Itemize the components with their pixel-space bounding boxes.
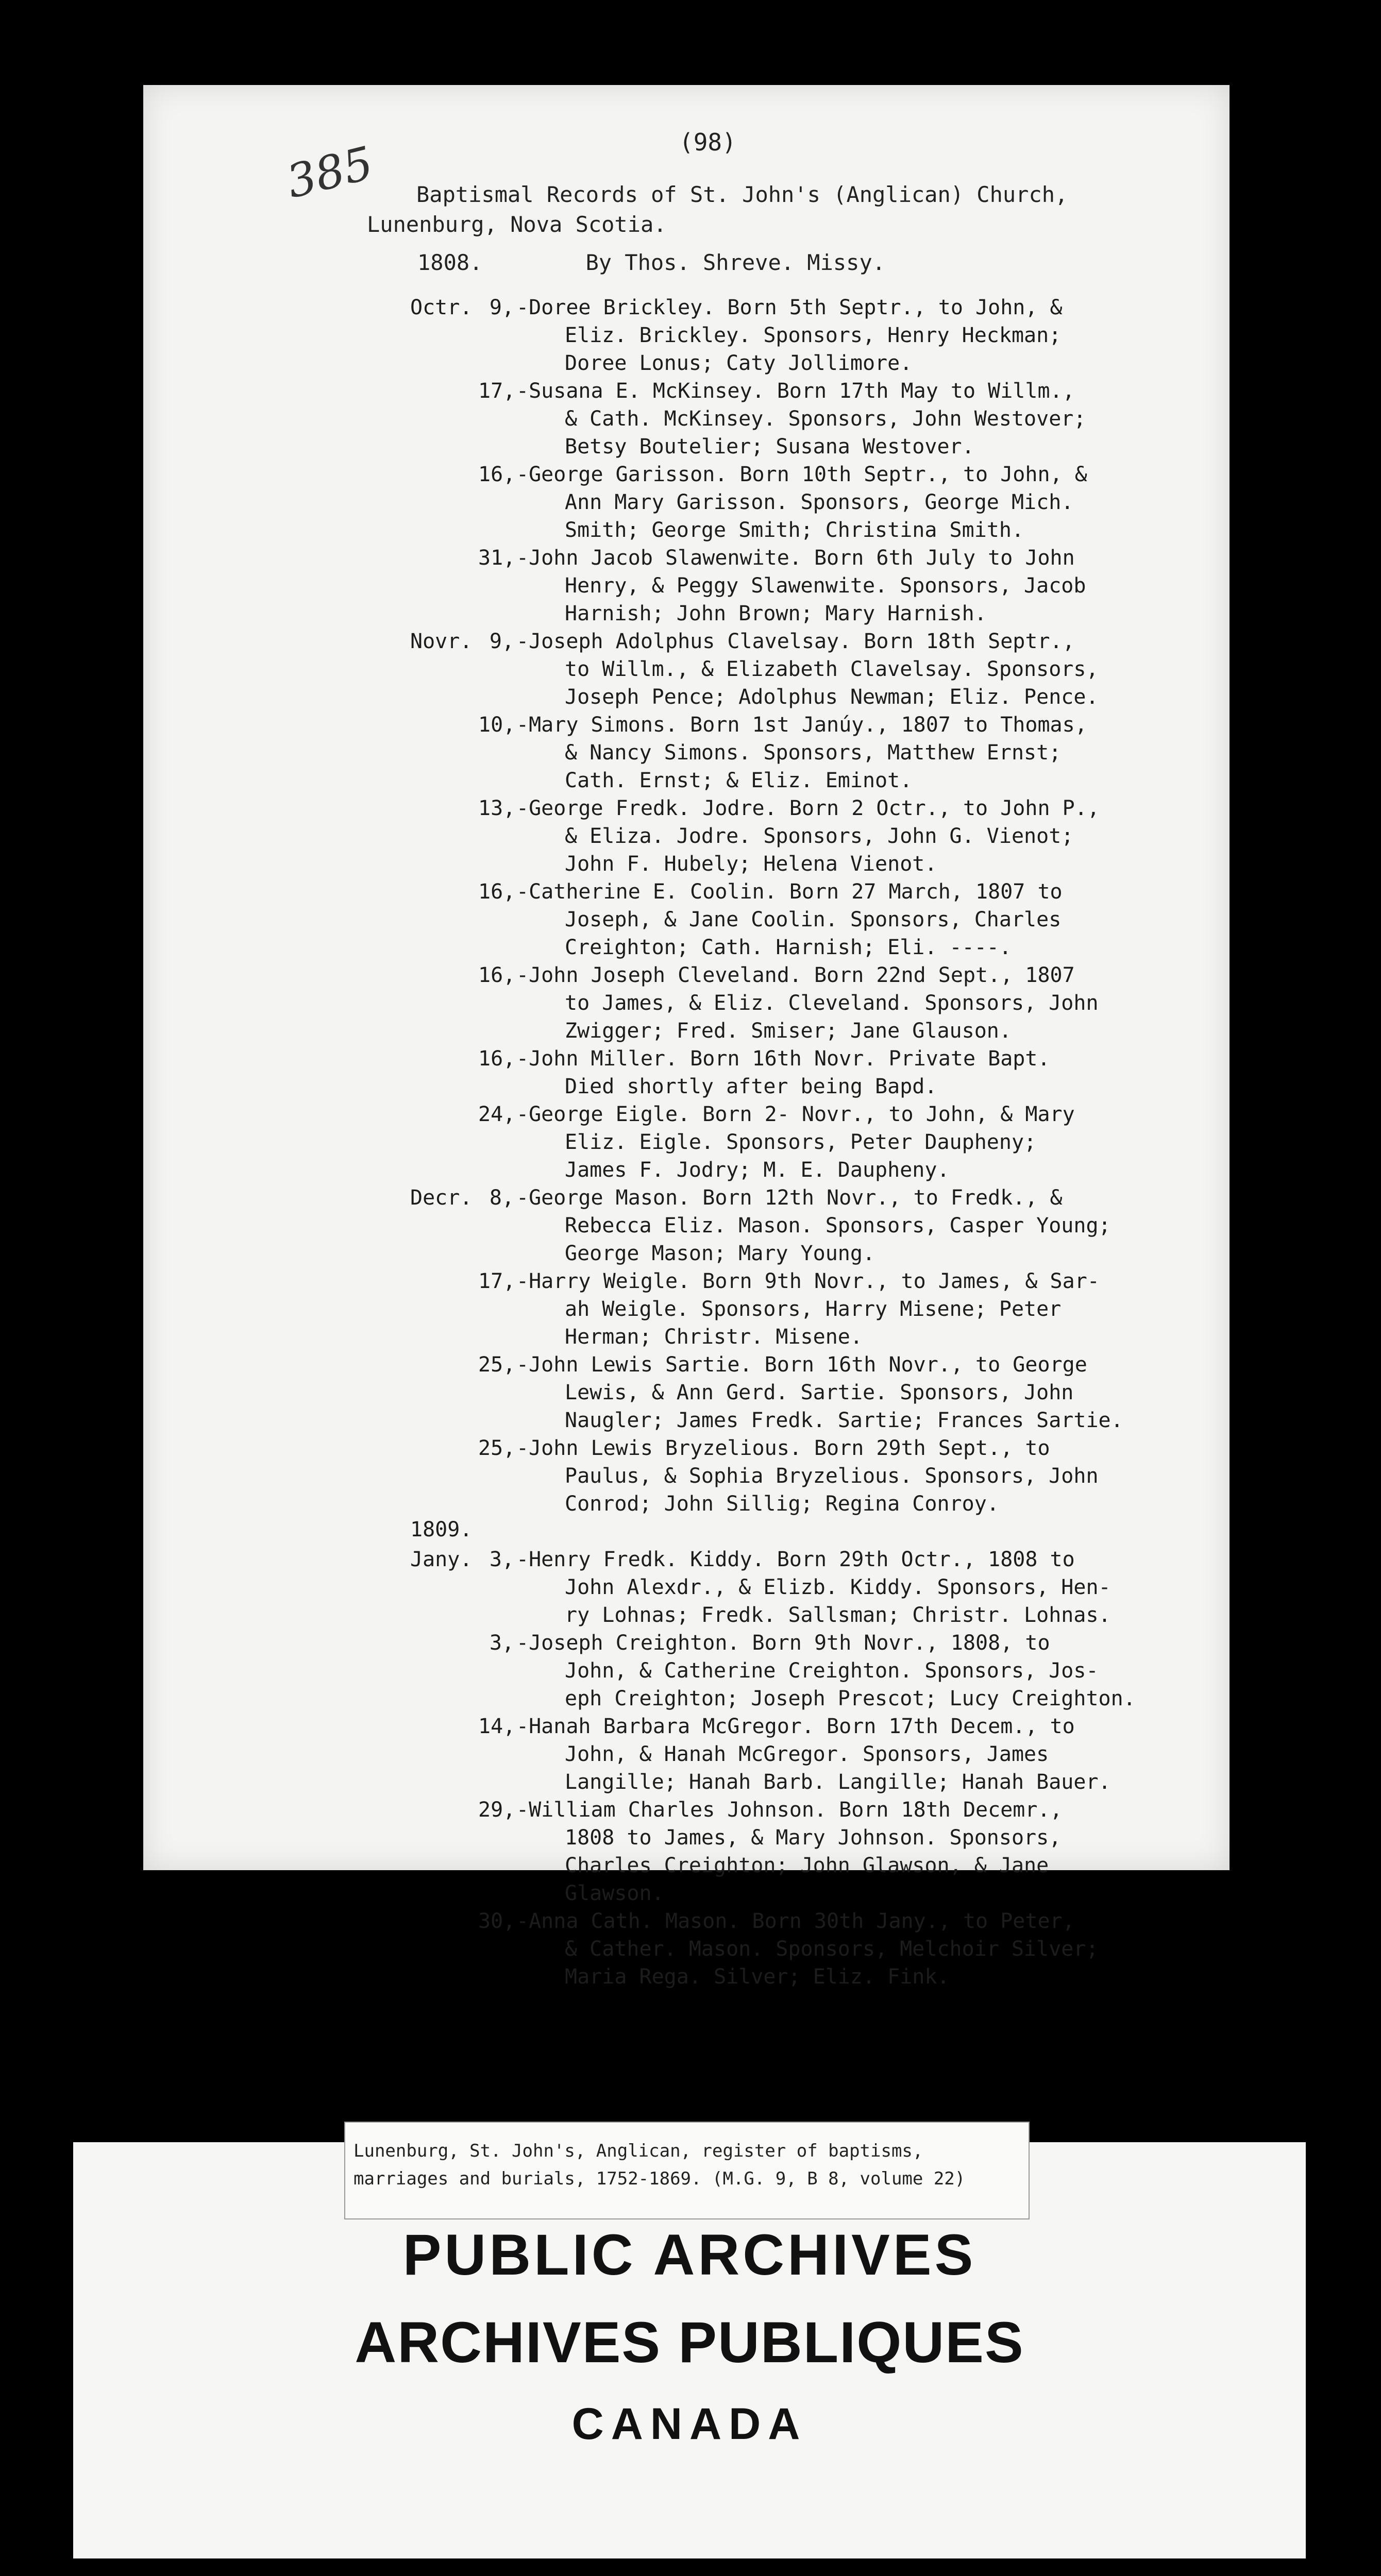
entry-line: Eliz. Brickley. Sponsors, Henry Heckman;: [565, 324, 1062, 347]
entry-line: John, & Hanah McGregor. Sponsors, James: [565, 1742, 1049, 1766]
entry-line: Eliz. Eigle. Sponsors, Peter Daupheny;: [565, 1130, 1037, 1154]
entry-line: to Willm., & Elizabeth Clavelsay. Sponsors,: [565, 657, 1099, 681]
entry-line: -John Miller. Born 16th Novr. Private Bapt.: [516, 1047, 1050, 1071]
entry-line: & Nancy Simons. Sponsors, Matthew Ernst;: [565, 741, 1062, 765]
entry-line: -Hanah Barbara McGregor. Born 17th Decem., to: [516, 1715, 1075, 1738]
record-author: By Thos. Shreve. Missy.: [585, 250, 886, 275]
entry-line: & Eliza. Jodre. Sponsors, John G. Vienot;: [565, 824, 1074, 848]
entry-line: to James, & Eliz. Cleveland. Sponsors, John: [565, 991, 1099, 1015]
entry-line: Died shortly after being Bapd.: [565, 1075, 937, 1098]
entry-line: Doree Lonus; Caty Jollimore.: [565, 351, 913, 375]
entry-line: Smith; George Smith; Christina Smith.: [565, 518, 1024, 542]
entry-line: Conrod; John Sillig; Regina Conroy.: [565, 1492, 999, 1516]
entry-line: -George Garisson. Born 10th Septr., to John, &: [516, 463, 1087, 486]
entry-day: 16,: [478, 1047, 516, 1071]
entry-line: Naugler; James Fredk. Sartie; Frances Sartie.: [565, 1409, 1123, 1432]
entry-line: -Harry Weigle. Born 9th Novr., to James, & Sar-: [516, 1269, 1100, 1293]
entry-day: 17,: [478, 1269, 516, 1293]
handwritten-folio-number: 385: [281, 136, 378, 209]
entry-day: 3,: [489, 1631, 514, 1655]
entry-line: Maria Rega. Silver; Eliz. Fink.: [565, 1965, 950, 1989]
entry-line: Herman; Christr. Misene.: [565, 1325, 863, 1349]
entry-day: 3,: [489, 1548, 514, 1571]
entry-day: 10,: [478, 713, 516, 737]
entry-line: Paulus, & Sophia Bryzelious. Sponsors, John: [565, 1464, 1099, 1488]
entry-line: -John Lewis Bryzelious. Born 29th Sept., to: [516, 1436, 1050, 1460]
entry-day: 16,: [478, 880, 516, 904]
entry-line: -Joseph Adolphus Clavelsay. Born 18th Septr.,: [516, 630, 1075, 653]
entry-line: -John Lewis Sartie. Born 16th Novr., to George: [516, 1353, 1087, 1377]
entry-day: 14,: [478, 1715, 516, 1738]
entry-line: James F. Jodry; M. E. Daupheny.: [565, 1158, 950, 1182]
entry-day: 17,: [478, 379, 516, 403]
document-title: [367, 180, 1068, 240]
entry-line: Rebecca Eliz. Mason. Sponsors, Casper Young;: [565, 1214, 1111, 1238]
entry-month: Decr.: [410, 1186, 473, 1210]
page-number: (98): [679, 128, 736, 156]
entry-day: 31,: [478, 546, 516, 570]
document-page: [143, 85, 1230, 1989]
entry-line: Joseph Pence; Adolphus Newman; Eliz. Pence.: [565, 685, 1099, 709]
entry-day: 13,: [478, 796, 516, 820]
archives-french-heading: ARCHIVES PUBLIQUES: [355, 2310, 1024, 2375]
citation-line-1: Lunenburg, St. John's, Anglican, register of baptisms,: [353, 2141, 923, 2161]
entry-line: -John Jacob Slawenwite. Born 6th July to John: [516, 546, 1075, 570]
entry-line: -Henry Fredk. Kiddy. Born 29th Octr., 1808 to: [516, 1548, 1075, 1571]
title-line-1: Baptismal Records of St. John's (Anglican) Church,: [416, 182, 1068, 207]
entry-month: Jany.: [410, 1548, 473, 1571]
entry-line: George Mason; Mary Young.: [565, 1242, 875, 1265]
title-line-2: Lunenburg, Nova Scotia.: [367, 212, 667, 237]
entry-line: Joseph, & Jane Coolin. Sponsors, Charles: [565, 908, 1062, 931]
archives-english-heading: PUBLIC ARCHIVES: [402, 2223, 976, 2287]
entry-line: eph Creighton; Joseph Prescot; Lucy Creighton.: [565, 1687, 1136, 1710]
entry-line: -Anna Cath. Mason. Born 30th Jany., to Peter,: [516, 1909, 1075, 1933]
entry-day: 16,: [478, 963, 516, 987]
entry-line: & Cath. McKinsey. Sponsors, John Westover;: [565, 407, 1086, 431]
entry-line: Lewis, & Ann Gerd. Sartie. Sponsors, John: [565, 1381, 1074, 1404]
entry-line: & Cather. Mason. Sponsors, Melchoir Silver;: [565, 1937, 1099, 1961]
entry-day: 9,: [489, 296, 514, 319]
entry-line: -William Charles Johnson. Born 18th Decemr.,: [516, 1798, 1063, 1822]
year-marker: 1809.: [410, 1518, 473, 1541]
entry-line: Betsy Boutelier; Susana Westover.: [565, 435, 974, 459]
entry-day: 8,: [489, 1186, 514, 1210]
entry-line: Langille; Hanah Barb. Langille; Hanah Bauer.: [565, 1770, 1111, 1794]
entry-day: 16,: [478, 463, 516, 486]
citation-line-2: marriages and burials, 1752-1869. (M.G. 9, B 8, volume 22): [353, 2168, 966, 2189]
entry-line: 1808 to James, & Mary Johnson. Sponsors,: [565, 1826, 1062, 1850]
year-author-line: [417, 250, 885, 275]
entry-line: John, & Catherine Creighton. Sponsors, Jos-: [565, 1659, 1099, 1683]
archives-country-heading: CANADA: [571, 2399, 807, 2449]
entry-line: John Alexdr., & Elizb. Kiddy. Sponsors, Hen-: [565, 1575, 1111, 1599]
entry-day: 25,: [478, 1353, 516, 1377]
entry-day: 9,: [489, 630, 514, 653]
record-year: 1808.: [417, 250, 483, 275]
entry-line: Charles Creighton; John Glawson, & Jane: [565, 1854, 1049, 1877]
entry-line: John F. Hubely; Helena Vienot.: [565, 852, 937, 876]
entry-line: Ann Mary Garisson. Sponsors, George Mich.: [565, 490, 1074, 514]
entry-line: Henry, & Peggy Slawenwite. Sponsors, Jacob: [565, 574, 1086, 598]
entry-line: -George Fredk. Jodre. Born 2 Octr., to John P.,: [516, 796, 1100, 820]
entry-line: Cath. Ernst; & Eliz. Eminot.: [565, 769, 913, 792]
entry-line: Zwigger; Fred. Smiser; Jane Glauson.: [565, 1019, 1012, 1043]
entry-line: Glawson.: [565, 1882, 664, 1905]
entry-line: -Susana E. McKinsey. Born 17th May to Willm.,: [516, 379, 1075, 403]
entry-line: -Doree Brickley. Born 5th Septr., to John, &: [516, 296, 1063, 319]
entry-day: 24,: [478, 1103, 516, 1126]
entry-line: ry Lohnas; Fredk. Sallsman; Christr. Lohnas.: [565, 1603, 1111, 1627]
entry-line: -George Mason. Born 12th Novr., to Fredk., &: [516, 1186, 1063, 1210]
entry-day: 30,: [478, 1909, 516, 1933]
entry-line: -John Joseph Cleveland. Born 22nd Sept., 1807: [516, 963, 1075, 987]
entry-line: -Mary Simons. Born 1st Janúy., 1807 to Thomas,: [516, 713, 1087, 737]
entry-day: 29,: [478, 1798, 516, 1822]
entry-line: -George Eigle. Born 2- Novr., to John, & Mary: [516, 1103, 1075, 1126]
entry-month: Novr.: [410, 630, 473, 653]
entry-line: Creighton; Cath. Harnish; Eli. ----.: [565, 936, 1012, 959]
entry-line: -Catherine E. Coolin. Born 27 March, 1807 to: [516, 880, 1063, 904]
citation-strip: [344, 2122, 1030, 2219]
entry-line: -Joseph Creighton. Born 9th Novr., 1808, to: [516, 1631, 1050, 1655]
entry-line: ah Weigle. Sponsors, Harry Misene; Peter: [565, 1297, 1062, 1321]
entry-month: Octr.: [410, 296, 473, 319]
entry-day: 25,: [478, 1436, 516, 1460]
entry-line: Harnish; John Brown; Mary Harnish.: [565, 602, 987, 625]
